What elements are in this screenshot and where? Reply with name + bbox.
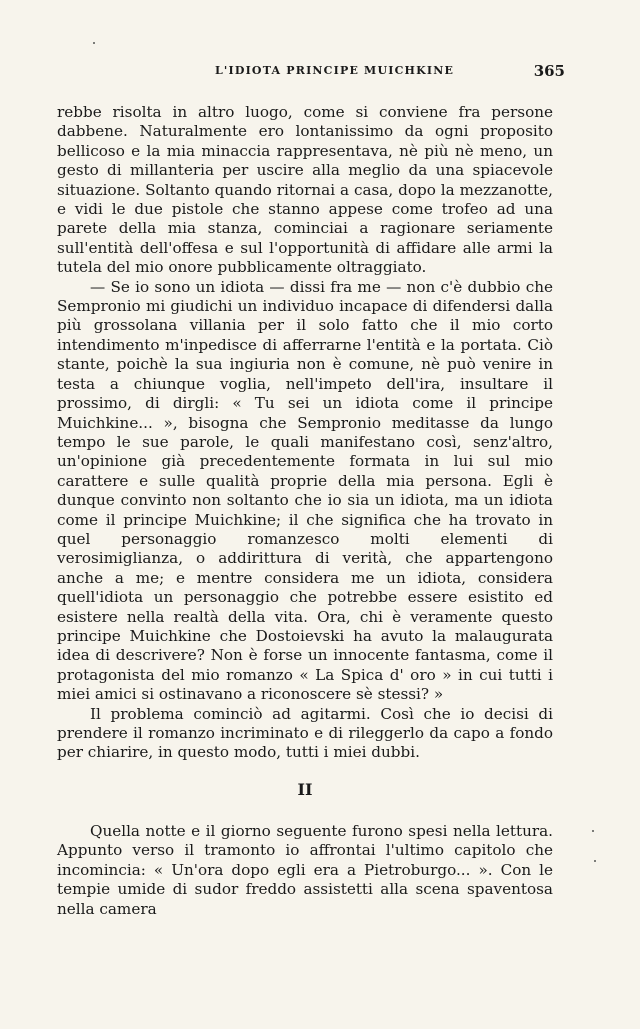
section-body-text [57,822,553,919]
paragraph: Quella notte e il giorno seguente furono spesi nella lettura. Appunto verso il tramonto io affrontai l'ultimo capitolo che incomincia: « Un'ora dopo egli era a Pietroburgo... ». Con le tempie umide di sudor freddo assistetti alla scena spaventosa nella camera [57,822,553,918]
running-title: L'IDIOTA PRINCIPE MUICHKINE [215,64,455,77]
section-heading: II [297,780,313,799]
paper-speck [592,830,594,832]
paragraph: rebbe risolta in altro luogo, come si conviene fra persone dabbene. Naturalmente ero lontanissimo da ogni proposito bellicoso e la mia minaccia rappresentava, nè più nè meno, un gesto di millanteria per uscire alla meglio da una spiacevole situazione. Soltanto quando ritornai a casa, dopo la mezzanotte, e vidi le due pistole che stanno appese come trofeo ad una parete della mia stanza, cominciai a ragionare seriamente sull'entità dell'offesa e sul l'opportunità di affidare alle armi la tutela del mio onore pubblicamente oltraggiato. [57,103,553,277]
paragraph: Il problema cominciò ad agitarmi. Così che io decisi di prendere il romanzo incriminato e di rileggerlo da capo a fondo per chiarire, in questo modo, tutti i miei dubbi. [57,704,553,762]
paragraph: — Se io sono un idiota — dissi fra me — non c'è dubbio che Sempronio mi giudichi un individuo incapace di difendersi dalla più grossolana villania per il solo fatto che il mio corto intendimento m'inpedisce di afferrarne l'entità e la portata. Ciò stante, poichè la sua ingiuria non è comune, nè può venire in testa a chiunque voglia, nell'impeto dell'ira, insultare il prossimo, di dirgli: « Tu sei un idiota come il principe Muichkine... », bisogna che Sempronio meditasse da lungo tempo le sue parole, le quali manifestano così, senz'altro, un'opinione già precedentemente formata in lui sul mio carattere e sulle qualità proprie della mia persona. Egli è dunque convinto non soltanto che io sia un idiota, ma un idiota come il principe Muichkine; il che significa che ha trovato in quel personaggio romanzesco molti elementi di verosimiglianza, o addirittura di verità, che appartengono anche a me; e mentre considera me un idiota, considera quell'idiota un personaggio che potrebbe essere esistito ed esistere nella realtà della vita. Ora, chi è veramente questo principe Muichkine che Dostoievski ha avuto la malaugurata idea di descrivere? Non è forse un innocente fantasma, come il protagonista del mio romanzo « La Spica d' oro » in cui tutti i miei amici si ostinavano a riconoscere sè stessi? » [57,277,553,704]
paper-speck [594,860,596,862]
paper-speck [93,42,95,44]
page-number: 365 [533,62,565,80]
body-text [57,103,553,763]
page-header [90,60,565,82]
